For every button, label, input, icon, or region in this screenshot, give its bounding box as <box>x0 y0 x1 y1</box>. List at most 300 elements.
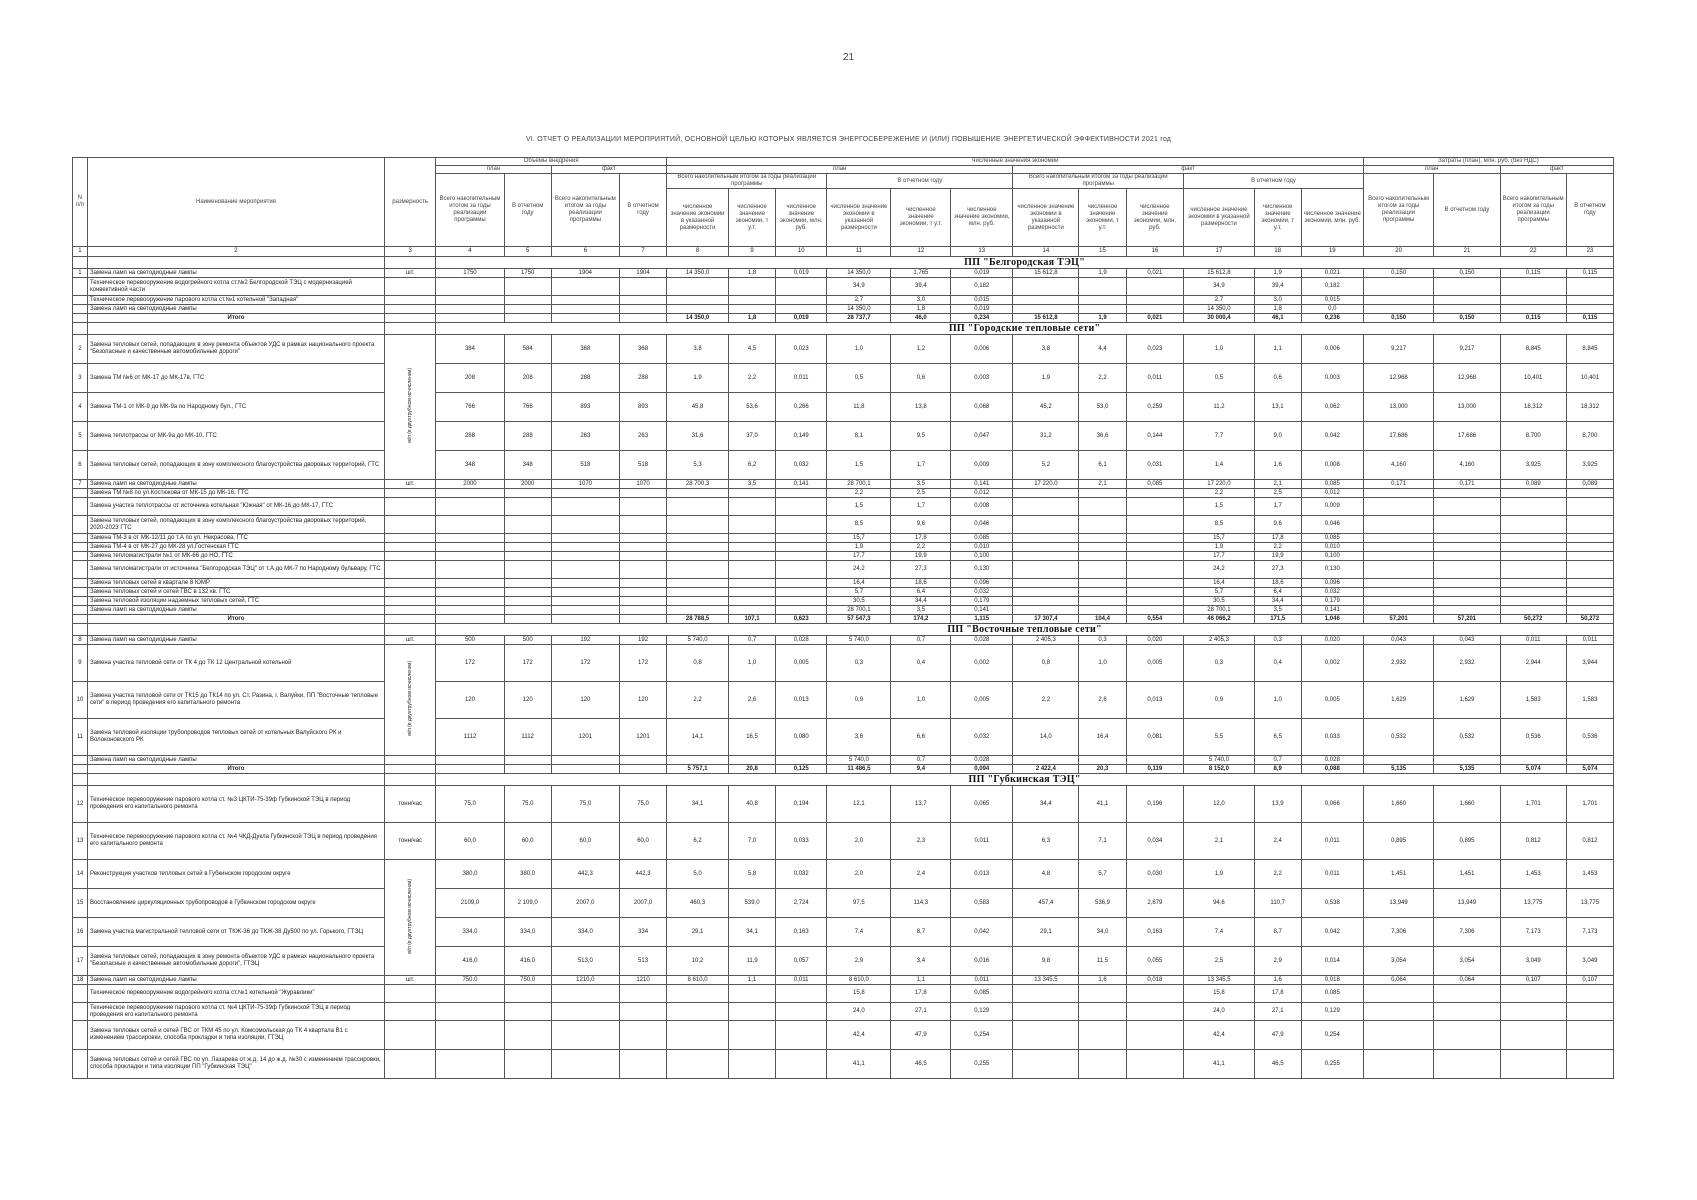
value-cell <box>1566 1021 1613 1050</box>
value-cell: 513,0 <box>551 947 619 976</box>
value-cell: 24,2 <box>827 561 891 579</box>
value-cell: 13 345,5 <box>1013 976 1079 985</box>
value-cell: 7,306 <box>1363 918 1434 947</box>
value-cell: 0,130 <box>951 561 1013 579</box>
value-cell: 1,115 <box>951 615 1013 624</box>
value-cell: 0,259 <box>1126 393 1184 422</box>
value-cell: 18,312 <box>1566 393 1613 422</box>
table-row <box>73 823 1614 860</box>
value-cell <box>1079 543 1126 552</box>
value-cell: 2000 <box>504 480 551 489</box>
section-spacer <box>73 624 88 636</box>
value-cell: 17,8 <box>1254 534 1301 543</box>
value-cell: 57,201 <box>1363 615 1434 624</box>
value-cell: 0,085 <box>1301 480 1363 489</box>
measure-name: Замена тепловых сетей в квартале 8 ЮМР <box>87 579 384 588</box>
value-cell: 766 <box>504 393 551 422</box>
value-cell <box>504 1021 551 1050</box>
value-cell: 0,895 <box>1363 823 1434 860</box>
measure-name: Замена тепловых сетей и сетей ГВС по ул. Лазарева от ж.д. 14 до ж.д. №30 с изменением трассировки, способа прокладки и типа изоляции ПП "Губкинская ТЭЦ" <box>87 1050 384 1079</box>
column-number: 23 <box>1566 247 1613 257</box>
value-cell <box>1500 489 1566 498</box>
value-cell: 2,2 <box>1254 860 1301 889</box>
value-cell <box>1363 552 1434 561</box>
unit-vertical-label: м/п (в двухтрубном исчислении) <box>407 878 414 954</box>
value-cell: 2 109,0 <box>504 889 551 918</box>
table-row <box>73 719 1614 756</box>
value-cell <box>1363 1021 1434 1050</box>
value-cell <box>504 615 551 624</box>
value-cell: 0,171 <box>1363 480 1434 489</box>
value-cell <box>1500 534 1566 543</box>
measure-name: Замена ТМ-1 от МК-9 до МК-9а по Народному бул., ГТС <box>87 393 384 422</box>
value-cell: 457,4 <box>1013 889 1079 918</box>
unit-cell <box>385 1021 436 1050</box>
value-cell: 288 <box>436 422 504 451</box>
table-row <box>73 305 1614 314</box>
row-number: 15 <box>73 889 88 918</box>
value-cell: 2,724 <box>776 889 827 918</box>
value-cell <box>551 597 619 606</box>
value-cell: 0,019 <box>951 305 1013 314</box>
value-cell <box>1434 985 1500 1003</box>
value-cell <box>1566 561 1613 579</box>
value-cell <box>1363 606 1434 615</box>
value-cell: 460,3 <box>667 889 729 918</box>
value-cell: 1,453 <box>1566 860 1613 889</box>
value-cell: 0,032 <box>951 588 1013 597</box>
row-number: 4 <box>73 393 88 422</box>
value-cell: 15,8 <box>827 985 891 1003</box>
value-cell <box>1363 588 1434 597</box>
value-cell: 1210,0 <box>551 976 619 985</box>
value-cell <box>1013 498 1079 516</box>
measure-name: Восстановление циркуляционных трубопроводов в Губкинском городском округе <box>87 889 384 918</box>
table-row <box>73 588 1614 597</box>
value-cell <box>776 588 827 597</box>
value-cell: 17,8 <box>891 534 951 543</box>
value-cell <box>620 1050 667 1079</box>
value-cell: 46,0 <box>891 314 951 323</box>
value-cell <box>504 305 551 314</box>
value-cell <box>1434 1021 1500 1050</box>
value-cell: 12,1 <box>827 786 891 823</box>
header-costs-fact: факт <box>1500 166 1613 174</box>
section-title: ПП "Городские тепловые сети" <box>436 323 1614 335</box>
value-cell <box>1566 305 1613 314</box>
value-cell: 1,451 <box>1363 860 1434 889</box>
value-cell: 288 <box>504 422 551 451</box>
value-cell: 13,000 <box>1363 393 1434 422</box>
value-cell: 0,236 <box>1301 314 1363 323</box>
value-cell: 0,057 <box>776 947 827 976</box>
value-cell <box>729 756 776 765</box>
section-title: ПП "Восточные тепловые сети" <box>436 624 1614 636</box>
value-cell <box>620 615 667 624</box>
value-cell: 39,4 <box>1254 278 1301 296</box>
column-number: 5 <box>504 247 551 257</box>
value-cell: 0,005 <box>776 645 827 682</box>
value-cell: 1,629 <box>1434 682 1500 719</box>
value-cell: 5 740,0 <box>1184 756 1255 765</box>
header-name: Наименование мероприятия <box>87 158 384 247</box>
value-cell: 208 <box>436 364 504 393</box>
value-cell <box>776 498 827 516</box>
measure-name: Техническое перевооружение водогрейного котла ст.№1 котельной "Журавлики" <box>87 985 384 1003</box>
section-spacer <box>87 323 384 335</box>
table-row <box>73 889 1614 918</box>
value-cell: 0,011 <box>776 364 827 393</box>
value-cell: 0,018 <box>1126 976 1184 985</box>
value-cell: 1,8 <box>891 305 951 314</box>
value-cell <box>436 498 504 516</box>
value-cell <box>1079 579 1126 588</box>
value-cell: 2109,0 <box>436 889 504 918</box>
value-cell: 30 000,4 <box>1184 314 1255 323</box>
value-cell <box>1500 756 1566 765</box>
value-cell <box>620 985 667 1003</box>
value-cell: 14 350,0 <box>827 305 891 314</box>
value-cell: 12,0 <box>1184 786 1255 823</box>
value-cell: 17 220,0 <box>1184 480 1255 489</box>
value-cell <box>620 1003 667 1021</box>
value-cell <box>1126 543 1184 552</box>
value-cell: 0,012 <box>1301 489 1363 498</box>
value-cell: 1112 <box>436 719 504 756</box>
row-number <box>73 498 88 516</box>
value-cell <box>1566 296 1613 305</box>
value-cell: 1,9 <box>1254 269 1301 278</box>
value-cell: 46,1 <box>1254 314 1301 323</box>
value-cell: 1,765 <box>891 269 951 278</box>
value-cell: 0,266 <box>776 393 827 422</box>
header-volume-fact: факт <box>551 166 666 174</box>
value-cell <box>551 516 619 534</box>
value-cell <box>1079 1021 1126 1050</box>
value-cell: 1,7 <box>891 451 951 480</box>
value-cell: 7,7 <box>1184 422 1255 451</box>
row-number: 16 <box>73 918 88 947</box>
value-cell <box>1126 498 1184 516</box>
value-cell <box>1013 516 1079 534</box>
value-cell: 1201 <box>551 719 619 756</box>
value-cell: 0,085 <box>1126 480 1184 489</box>
value-cell: 2007,0 <box>620 889 667 918</box>
row-number: 6 <box>73 451 88 480</box>
value-cell: 27,3 <box>1254 561 1301 579</box>
value-cell <box>504 579 551 588</box>
section-spacer <box>385 257 436 269</box>
value-cell: 0,0 <box>1301 305 1363 314</box>
value-cell <box>1500 561 1566 579</box>
value-cell: 0,130 <box>1301 561 1363 579</box>
section-spacer <box>385 323 436 335</box>
value-cell <box>1434 588 1500 597</box>
measure-name: Техническое перевооружение парового котла ст. №3 ЦКТИ-75-39ф Губкинской ТЭЦ в период проведения его капитального ремонта <box>87 786 384 823</box>
value-cell: 5,2 <box>1013 451 1079 480</box>
value-cell: 2,2 <box>729 364 776 393</box>
value-cell: 0,062 <box>1301 393 1363 422</box>
value-cell: 34,4 <box>1013 786 1079 823</box>
value-cell <box>776 1021 827 1050</box>
value-cell: 0,028 <box>951 756 1013 765</box>
row-number: 1 <box>73 269 88 278</box>
value-cell: 120 <box>551 682 619 719</box>
value-cell: 8,5 <box>1184 516 1255 534</box>
value-cell: 0,7 <box>729 636 776 645</box>
row-number: 13 <box>73 823 88 860</box>
value-cell: 6,2 <box>667 823 729 860</box>
value-cell: 27,3 <box>891 561 951 579</box>
value-cell: 536,9 <box>1079 889 1126 918</box>
value-cell <box>1126 579 1184 588</box>
value-cell: 8,700 <box>1500 422 1566 451</box>
value-cell <box>1363 985 1434 1003</box>
value-cell: 10,401 <box>1500 364 1566 393</box>
value-cell: 442,3 <box>620 860 667 889</box>
value-cell <box>1363 498 1434 516</box>
value-cell <box>620 498 667 516</box>
value-cell: 0,085 <box>1301 534 1363 543</box>
value-cell <box>1079 588 1126 597</box>
value-cell: 1,8 <box>1254 305 1301 314</box>
value-cell <box>1566 985 1613 1003</box>
value-cell: 34,0 <box>1079 918 1126 947</box>
value-cell: 172 <box>504 645 551 682</box>
value-cell <box>1566 534 1613 543</box>
header-volume: Объемы внедрения <box>436 158 667 166</box>
value-cell: 1,7 <box>891 498 951 516</box>
value-cell: 12,968 <box>1363 364 1434 393</box>
unit-cell: тонн/час <box>385 823 436 860</box>
value-cell <box>667 606 729 615</box>
value-cell: 0,019 <box>776 314 827 323</box>
value-cell: 120 <box>504 682 551 719</box>
row-number <box>73 1050 88 1079</box>
value-cell <box>776 534 827 543</box>
value-cell: 0,6 <box>1254 364 1301 393</box>
value-cell <box>504 534 551 543</box>
value-cell <box>1079 296 1126 305</box>
measure-name: Замена ламп на светодиодные лампы <box>87 636 384 645</box>
unit-cell: шт. <box>385 636 436 645</box>
table-row <box>73 597 1614 606</box>
value-cell <box>1500 516 1566 534</box>
value-cell: 40,8 <box>729 786 776 823</box>
value-cell <box>1079 1050 1126 1079</box>
value-cell: 15,7 <box>827 534 891 543</box>
table-row <box>73 422 1614 451</box>
value-cell <box>504 516 551 534</box>
value-cell: 7,4 <box>1184 918 1255 947</box>
section-header-row <box>73 323 1614 335</box>
value-cell: 0,129 <box>1301 1003 1363 1021</box>
value-cell: 6,4 <box>1254 588 1301 597</box>
value-cell <box>436 278 504 296</box>
value-cell <box>436 516 504 534</box>
value-cell: 39,4 <box>891 278 951 296</box>
value-cell: 7,4 <box>827 918 891 947</box>
value-cell: 2 422,4 <box>1013 765 1079 774</box>
value-cell <box>667 1050 729 1079</box>
value-cell: 0,021 <box>1126 314 1184 323</box>
value-cell: 0,085 <box>1301 985 1363 1003</box>
value-cell: 53,6 <box>729 393 776 422</box>
value-cell <box>1013 1021 1079 1050</box>
value-cell: 0,002 <box>951 645 1013 682</box>
value-cell <box>1500 606 1566 615</box>
row-number: 11 <box>73 719 88 756</box>
unit-cell <box>385 561 436 579</box>
table-row <box>73 534 1614 543</box>
value-cell: 1,7 <box>1254 498 1301 516</box>
value-cell: 3,8 <box>667 335 729 364</box>
value-cell: 7,1 <box>1079 823 1126 860</box>
value-cell: 9,5 <box>891 422 951 451</box>
value-cell: 0,532 <box>1434 719 1500 756</box>
value-cell <box>776 305 827 314</box>
value-cell: 2,932 <box>1363 645 1434 682</box>
measure-name: Замена ТМ-4 в от МК-27 до МК-28 ул.Гостенская ГТС <box>87 543 384 552</box>
value-cell <box>620 534 667 543</box>
value-cell <box>620 305 667 314</box>
table-row <box>73 860 1614 889</box>
value-cell: 1,6 <box>1254 976 1301 985</box>
header-cost-fact-cum: Всего накопительным итогом за годы реализации программы <box>1500 174 1566 247</box>
value-cell <box>1363 516 1434 534</box>
value-cell: 0,9 <box>1184 682 1255 719</box>
value-cell <box>1013 579 1079 588</box>
value-cell <box>1013 597 1079 606</box>
value-cell: 0,023 <box>776 335 827 364</box>
value-cell: 174,2 <box>891 615 951 624</box>
value-cell: 0,042 <box>1301 422 1363 451</box>
column-number: 12 <box>891 247 951 257</box>
header-savings-plan: план <box>667 166 1013 174</box>
value-cell: 1,0 <box>1079 645 1126 682</box>
value-cell <box>776 489 827 498</box>
value-cell <box>551 1021 619 1050</box>
measure-name: Техническое перевооружение парового котла ст. №4 ЧКД-Дукла Губкинской ТЭЦ в период проведения его капитального ремонта <box>87 823 384 860</box>
value-cell <box>436 561 504 579</box>
value-cell: 0,011 <box>1500 636 1566 645</box>
value-cell: 94,6 <box>1184 889 1255 918</box>
value-cell: 0,064 <box>1434 976 1500 985</box>
table-body <box>73 247 1614 1079</box>
value-cell: 1112 <box>504 719 551 756</box>
value-cell <box>1566 606 1613 615</box>
value-cell: 3,4 <box>891 947 951 976</box>
value-cell: 0,7 <box>891 756 951 765</box>
value-cell: 75,0 <box>620 786 667 823</box>
value-cell: 0,3 <box>1184 645 1255 682</box>
value-cell: 1,8 <box>729 314 776 323</box>
value-cell: 0,008 <box>951 498 1013 516</box>
header-sav-tut: численное значение экономии, т у.т. <box>1079 189 1126 247</box>
value-cell: 15 612,8 <box>1013 314 1079 323</box>
value-cell: 1,9 <box>1184 543 1255 552</box>
value-cell <box>1500 498 1566 516</box>
value-cell: 2,7 <box>827 296 891 305</box>
unit-cell <box>385 588 436 597</box>
value-cell <box>1013 588 1079 597</box>
measure-name: Замена теплотрассы от МК-9а до МК-10, ГТС <box>87 422 384 451</box>
row-number <box>73 615 88 624</box>
value-cell <box>1079 278 1126 296</box>
value-cell: 1904 <box>551 269 619 278</box>
value-cell <box>551 278 619 296</box>
value-cell <box>1500 296 1566 305</box>
value-cell: 2,3 <box>891 823 951 860</box>
value-cell <box>551 489 619 498</box>
value-cell: 0,583 <box>951 889 1013 918</box>
value-cell <box>1079 561 1126 579</box>
value-cell: 0,032 <box>951 719 1013 756</box>
value-cell <box>729 296 776 305</box>
row-number: 12 <box>73 786 88 823</box>
value-cell <box>1363 1050 1434 1079</box>
measure-name: Замена участка тепловой сети от ТК 4 до ТК 12 Центральной котельной <box>87 645 384 682</box>
value-cell: 5,074 <box>1566 765 1613 774</box>
value-cell: 3,944 <box>1566 645 1613 682</box>
value-cell: 9,6 <box>1254 516 1301 534</box>
value-cell: 50,272 <box>1566 615 1613 624</box>
unit-cell: тонн/час <box>385 786 436 823</box>
value-cell: 0,008 <box>1301 451 1363 480</box>
value-cell <box>1434 278 1500 296</box>
value-cell: 1,0 <box>891 682 951 719</box>
value-cell <box>1434 561 1500 579</box>
header-vol-plan-cum: Всего накопительным итогом за годы реализации программы <box>436 174 504 247</box>
value-cell <box>1126 552 1184 561</box>
table-row <box>73 335 1614 364</box>
unit-cell <box>385 543 436 552</box>
value-cell: 8,7 <box>891 918 951 947</box>
value-cell <box>551 498 619 516</box>
value-cell: 28 700,1 <box>827 480 891 489</box>
value-cell: 3,5 <box>729 480 776 489</box>
value-cell <box>776 579 827 588</box>
measure-name: Замена ламп на светодиодные лампы <box>87 606 384 615</box>
value-cell: 750,0 <box>504 976 551 985</box>
value-cell <box>1500 1021 1566 1050</box>
value-cell: 4,5 <box>729 335 776 364</box>
value-cell <box>551 579 619 588</box>
value-cell: 2,2 <box>827 489 891 498</box>
measure-name: Замена участка магистральной тепловой сети от ТКЖ-36 до ТКЖ-38 Ду500 по ул. Горького, ГТЭЦ <box>87 918 384 947</box>
value-cell <box>1566 516 1613 534</box>
value-cell: 13 345,5 <box>1184 976 1255 985</box>
header-savings: Численные значения экономии <box>667 158 1364 166</box>
measure-name: Замена тепловых сетей, попадающих в зону комплексного благоустройства дворовых территорий, 2020-2023 ГТС <box>87 516 384 534</box>
value-cell: 14,0 <box>1013 719 1079 756</box>
section-title: ПП "Губкинская ТЭЦ" <box>436 774 1614 786</box>
value-cell: 0,255 <box>1301 1050 1363 1079</box>
value-cell: 1,583 <box>1566 682 1613 719</box>
measure-name: Замена тепловых сетей, попадающих в зону комплексного благоустройства дворовых территорий, ГТС <box>87 451 384 480</box>
value-cell <box>1434 597 1500 606</box>
unit-cell <box>385 296 436 305</box>
value-cell <box>1126 606 1184 615</box>
value-cell: 34,9 <box>1184 278 1255 296</box>
value-cell: 20,8 <box>729 765 776 774</box>
value-cell: 2,5 <box>1184 947 1255 976</box>
value-cell <box>1013 552 1079 561</box>
value-cell: 0,149 <box>776 422 827 451</box>
value-cell <box>436 756 504 765</box>
value-cell: 0,115 <box>1500 314 1566 323</box>
value-cell <box>1013 278 1079 296</box>
